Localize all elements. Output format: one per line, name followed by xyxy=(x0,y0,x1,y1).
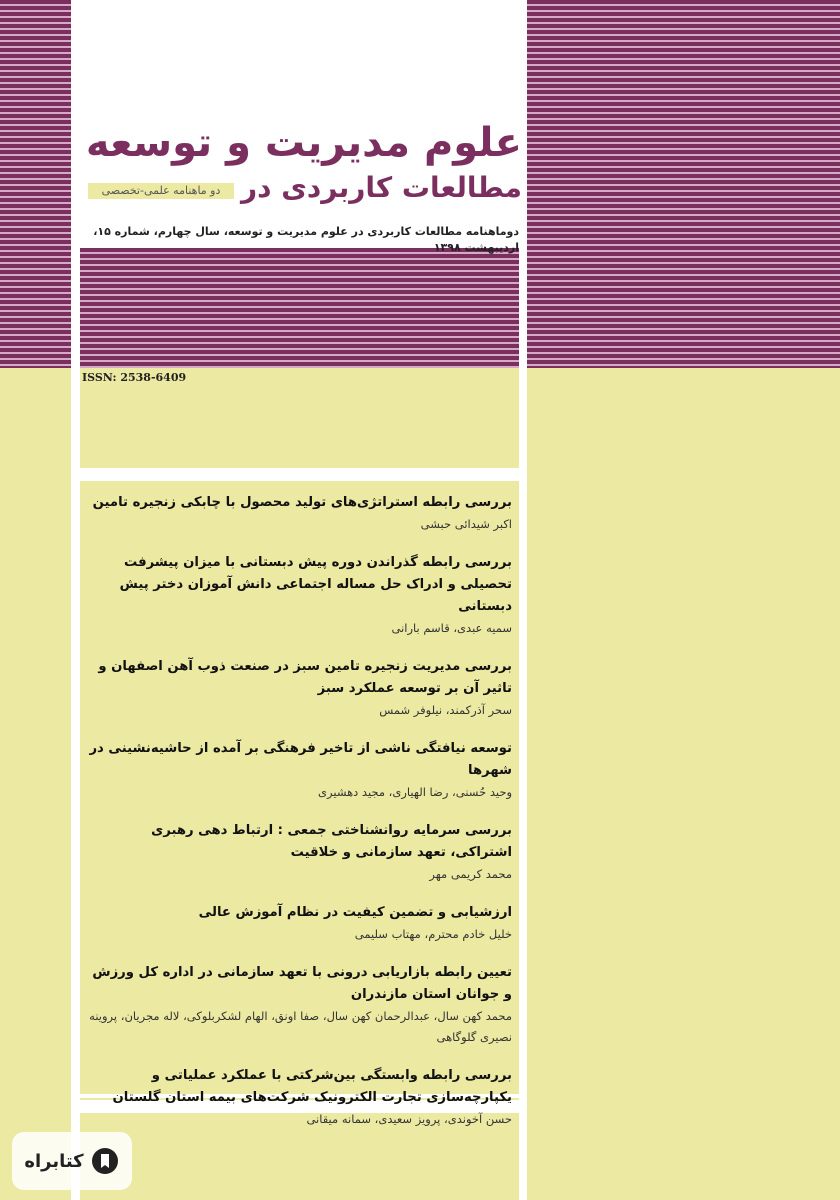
article-title[interactable]: بررسی سرمایه روانشناختی جمعی : ارتباط دهی رهبری اشتراکی، تعهد سازمانی و خلاقیت xyxy=(151,823,512,860)
toc-entry[interactable] xyxy=(88,492,512,535)
stripe-band-right xyxy=(527,0,840,368)
stripe-band-left xyxy=(0,0,71,368)
journal-tagline: دو ماهنامه علمی-تخصصی xyxy=(88,183,234,199)
toc-entry[interactable] xyxy=(88,962,512,1048)
bookmark-logo-icon xyxy=(90,1146,120,1176)
article-authors: محمد کریمی مهر xyxy=(429,867,512,881)
journal-title: علوم مدیریت و توسعه xyxy=(85,120,522,166)
article-authors: سحر آذرکمند، نیلوفر شمس xyxy=(379,703,512,717)
article-authors: حسن آخوندی، پرویز سعیدی، سمانه میقانی xyxy=(306,1112,512,1126)
toc-entry[interactable] xyxy=(88,656,512,721)
issue-info: دوماهنامه مطالعات کاربردی در علوم مدیریت و توسعه، سال چهارم، شماره ۱۵، اردیبهشت ۱۳۹۸ xyxy=(93,225,519,254)
article-authors: خلیل خادم محترم، مهتاب سلیمی xyxy=(354,927,512,941)
article-authors: اکبر شیدائی حبشی xyxy=(420,517,512,531)
ketabrah-watermark[interactable] xyxy=(12,1132,132,1190)
stripe-band-center xyxy=(80,248,519,368)
article-title[interactable]: بررسی مدیریت زنجیره تامین سبز در صنعت ذوب آهن اصفهان و تاثیر آن بر توسعه عملکرد سبز xyxy=(98,659,512,696)
article-title[interactable]: بررسی رابطه وابستگی بین‌شرکتی با عملکرد عملیاتی و یکپارچه‌سازی تجارت الکترونیک شرکت‌های بیمه استان گلستان xyxy=(112,1068,512,1105)
article-title[interactable]: بررسی رابطه گذراندن دوره پیش دبستانی با میزان پیشرفت تحصیلی و ادراک حل مساله اجتماعی دانش آموزان دختر پیش دبستانی xyxy=(119,555,512,614)
toc-entry[interactable] xyxy=(88,902,512,945)
table-of-contents xyxy=(88,492,512,1147)
article-authors: وحید حُسنی، رضا الهیاری، مجید دهشیری xyxy=(318,785,512,799)
article-title[interactable]: توسعه نیافتگی ناشی از تاخیر فرهنگی بر آمده از حاشیه‌نشینی در شهرها xyxy=(89,741,512,778)
toc-entry[interactable] xyxy=(88,820,512,885)
toc-entry[interactable] xyxy=(88,738,512,803)
article-title[interactable]: بررسی رابطه استراتژی‌های تولید محصول با چابکی زنجیره تامین xyxy=(92,495,512,510)
article-title[interactable]: ارزشیابی و تضمین کیفیت در نظام آموزش عالی xyxy=(198,905,512,920)
toc-entry[interactable] xyxy=(88,1065,512,1130)
watermark-text: کتابراه xyxy=(24,1150,84,1172)
journal-subtitle: مطالعات کاربردی در xyxy=(241,171,522,204)
divider xyxy=(80,466,519,468)
issn-label: ISSN: 2538-6409 xyxy=(82,371,187,384)
article-authors: محمد کهن سال، عبدالرحمان کهن سال، صفا اونق، الهام لشکربلوکی، لاله مجریان، پروینه نصیری گلوگاهی xyxy=(89,1009,512,1044)
article-title[interactable]: تعیین رابطه بازاریابی درونی با تعهد سازمانی در اداره کل ورزش و جوانان استان مازندران xyxy=(92,965,512,1002)
toc-entry[interactable] xyxy=(88,552,512,639)
article-authors: سمیه عبدی، قاسم بارانی xyxy=(391,621,512,635)
